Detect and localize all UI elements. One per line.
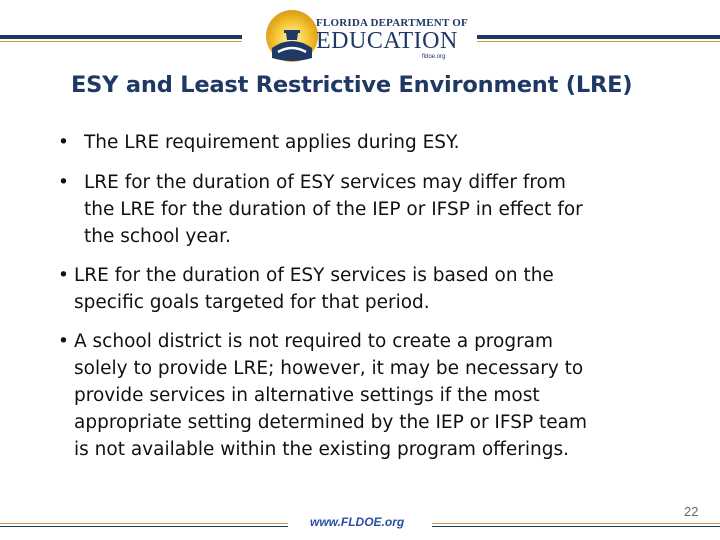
logo-url-text: fldoe.org xyxy=(422,54,446,60)
header-rule-left xyxy=(0,35,242,39)
bullet-line: appropriate setting determined by the IEP or IFSP team xyxy=(74,412,587,433)
header-rule-right xyxy=(477,35,720,39)
logo-department-text: FLORIDA DEPARTMENT OF xyxy=(316,17,468,29)
bullet-marker: • xyxy=(58,132,69,153)
logo-education-text: EDUCATION xyxy=(316,28,458,54)
footer-rule-left xyxy=(0,526,288,527)
footer-rule-right xyxy=(432,526,720,527)
bullet-marker: • xyxy=(58,331,69,352)
bullet-line: solely to provide LRE; however, it may be necessary to xyxy=(74,358,584,379)
florida-education-seal-icon xyxy=(264,8,320,64)
page-number: 22 xyxy=(684,504,699,519)
bullet-marker: • xyxy=(58,172,69,193)
bullet-line: the school year. xyxy=(84,226,231,247)
slide-title: ESY and Least Restrictive Environment (LRE) xyxy=(71,72,633,98)
bullet-line: LRE for the duration of ESY services is based on the xyxy=(74,265,554,286)
bullet-line: The LRE requirement applies during ESY. xyxy=(84,132,460,153)
fldoe-logo xyxy=(264,8,468,64)
bullet-line: specific goals targeted for that period. xyxy=(74,292,430,313)
bullet-line: provide services in alternative settings if the most xyxy=(74,385,540,406)
footer-rule-gold-right xyxy=(432,523,720,524)
footer-rule-gold-left xyxy=(0,523,288,524)
bullet-line: A school district is not required to create a program xyxy=(74,331,554,352)
bullet-marker: • xyxy=(58,265,69,286)
bullet-line: the LRE for the duration of the IEP or IFSP in effect for xyxy=(84,199,583,220)
bullet-line: LRE for the duration of ESY services may differ from xyxy=(84,172,566,193)
footer-website-link[interactable]: www.FLDOE.org xyxy=(310,515,405,529)
bullet-line: is not available within the existing program offerings. xyxy=(74,439,570,460)
